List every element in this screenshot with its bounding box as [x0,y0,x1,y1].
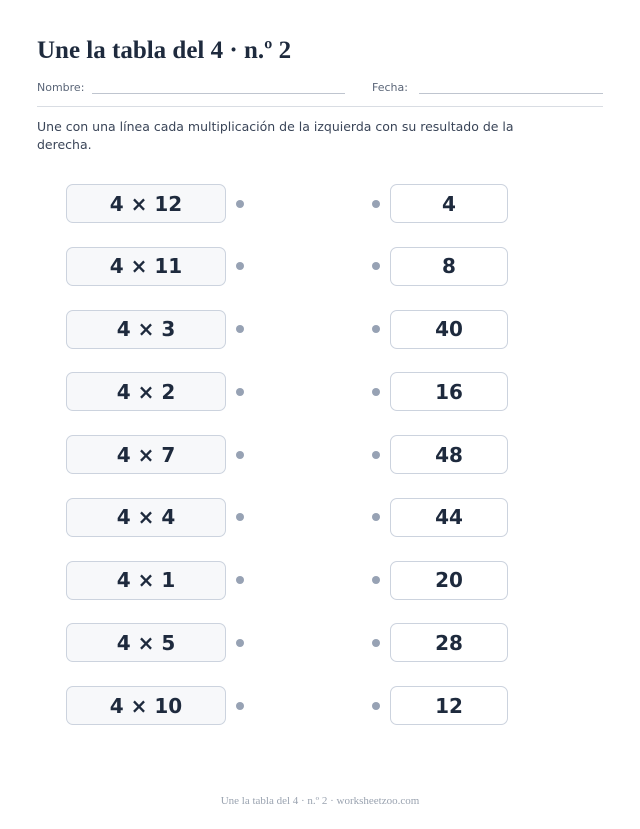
result-box: 44 [390,498,508,537]
left-connector-dot[interactable] [236,639,244,647]
left-connector-dot[interactable] [236,388,244,396]
multiplication-box: 4 × 4 [66,498,226,537]
match-row [0,561,640,624]
result-box: 16 [390,372,508,411]
left-connector-dot[interactable] [236,513,244,521]
match-row [0,623,640,686]
result-box: 12 [390,686,508,725]
multiplication-box: 4 × 12 [66,184,226,223]
match-row [0,686,640,749]
left-connector-dot[interactable] [236,702,244,710]
match-row [0,372,640,435]
left-connector-dot[interactable] [236,200,244,208]
match-row [0,498,640,561]
footer-text: Une la tabla del 4 · n.º 2 · worksheetzoo.com [220,795,420,807]
result-box: 8 [390,247,508,286]
date-field[interactable] [419,93,603,94]
right-connector-dot[interactable] [372,388,380,396]
right-connector-dot[interactable] [372,639,380,647]
name-label: Nombre: [37,81,85,94]
right-connector-dot[interactable] [372,702,380,710]
multiplication-box: 4 × 10 [66,686,226,725]
instructions-text: Une con una línea cada multiplicación de la izquierda con su resultado de la derecha. [37,119,514,152]
multiplication-box: 4 × 7 [66,435,226,474]
left-connector-dot[interactable] [236,325,244,333]
left-connector-dot[interactable] [236,451,244,459]
right-connector-dot[interactable] [372,200,380,208]
multiplication-box: 4 × 3 [66,310,226,349]
result-box: 4 [390,184,508,223]
date-label: Fecha: [372,81,408,94]
left-connector-dot[interactable] [236,576,244,584]
matching-area [0,184,640,749]
left-connector-dot[interactable] [236,262,244,270]
match-row [0,184,640,247]
match-row [0,247,640,310]
result-box: 48 [390,435,508,474]
multiplication-box: 4 × 2 [66,372,226,411]
multiplication-box: 4 × 1 [66,561,226,600]
right-connector-dot[interactable] [372,576,380,584]
right-connector-dot[interactable] [372,262,380,270]
right-connector-dot[interactable] [372,513,380,521]
match-row [0,435,640,498]
right-connector-dot[interactable] [372,451,380,459]
multiplication-box: 4 × 11 [66,247,226,286]
result-box: 40 [390,310,508,349]
result-box: 20 [390,561,508,600]
multiplication-box: 4 × 5 [66,623,226,662]
right-connector-dot[interactable] [372,325,380,333]
result-box: 28 [390,623,508,662]
worksheet-title: Une la tabla del 4 · n.º 2 [37,37,292,64]
name-field[interactable] [92,93,345,94]
name-date-row [37,80,603,107]
match-row [0,310,640,373]
